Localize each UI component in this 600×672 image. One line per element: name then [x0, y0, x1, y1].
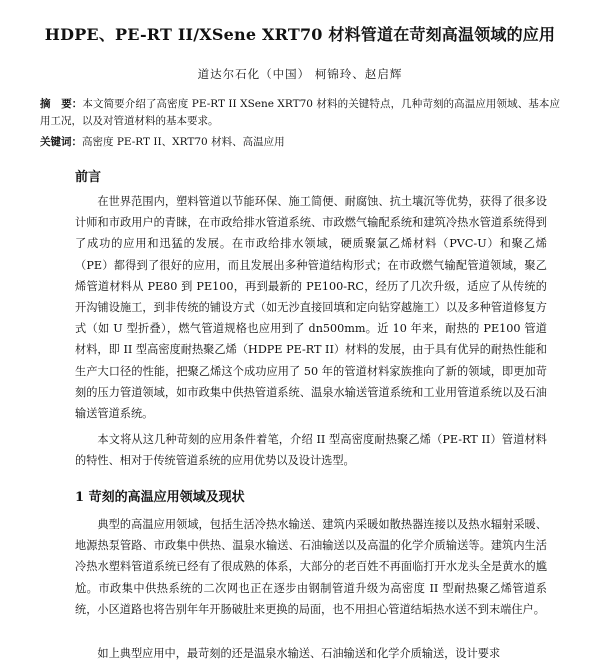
keywords-label: 关键词：	[40, 136, 82, 148]
body-paragraph-1: 在世界范围内，塑料管道以节能环保、施工简便、耐腐蚀、抗土壤沉等优势，获得了很多设计师和市政用户的青睐，在市政给排水管道系统、市政燃气输配系统和建筑冷热水管道系统得到了成功的应用和迅猛的发展。在市政给排水领域，硬质聚氯乙烯材料（PVC-U）和聚乙烯（PE）都得到了很好的应用，而且发展出多种管道结构形式；在市政燃气输配管道领域，聚乙烯管道材料从 PE80 到 PE100，再到最新的 PE100-RC，经历了几次升级，适应了从传统的开沟铺设施工，到非传统的铺设方式（如无沙直接回填和定向钻穿越施工）以及多种管道修复方式（如 U 型折叠），燃气管道规格也应用到了 dn500mm。近 10 年来，耐热的 PE100 管道材料，即 II 型高密度耐热聚乙烯（HDPE PE-RT II）材料的发展，由于具有优异的耐热性能和生产大口径的性能，把聚乙烯这个成功应用了 50 年的管道材料家族推向了新的领域，即更加苛刻的压力管道领域，如市政集中供热管道系统、温泉水输送管道系统和工业用管道系统以及石油输送管道系统。	[75, 195, 547, 421]
body-paragraph-3: 典型的高温应用领域，包括生活冷热水输送、建筑内采暖如散热器连接以及热水辐射采暖、地源热泵管路、市政集中供热、温泉水输送、石油输送以及高温的化学介质输送等。建筑内生活冷热水塑料管道系统已经有了很成熟的体系，大部分的老百姓不再面临打开水龙头全是黄水的尴尬。市政集中供热系统的二次网也正在逐步由钢制管道升级为高密度 II 型耐热聚乙烯管道系统，小区道路也将告别年年开肠破肚来更换的局面，也不用担心管道结垢热水送不到末端住户。	[75, 518, 547, 616]
paper-title: HDPE、PE-RT II/XSene XRT70 材料管道在苛刻高温领域的应用	[44, 25, 556, 44]
keywords-text: 高密度 PE-RT II、XRT70 材料、高温应用	[82, 136, 285, 148]
abstract-text: 本文简要介绍了高密度 PE-RT II XSene XRT70 材料的关键特点，几种苛刻的高温应用领域、基本应用工况，以及对管道材料的基本要求。	[40, 98, 560, 127]
preface-heading: 前言	[75, 170, 102, 185]
abstract-label: 摘 要：	[40, 98, 83, 110]
paper-authors: 道达尔石化（中国） 柯锦玲、赵启辉	[197, 67, 403, 81]
body-paragraph-2: 本文将从这几种苛刻的应用条件着笔，介绍 II 型高密度耐热聚乙烯（PE-RT II）管道材料的特性、相对于传统管道系统的应用优势以及设计选型。	[75, 433, 547, 468]
keywords	[40, 134, 560, 151]
abstract	[40, 96, 560, 130]
body-paragraph-4: 如上典型应用中，最苛刻的还是温泉水输送、石油输送和化学介质输送，设计要求	[97, 647, 501, 660]
section-1-heading: 1 苛刻的高温应用领域及现状	[75, 490, 245, 505]
